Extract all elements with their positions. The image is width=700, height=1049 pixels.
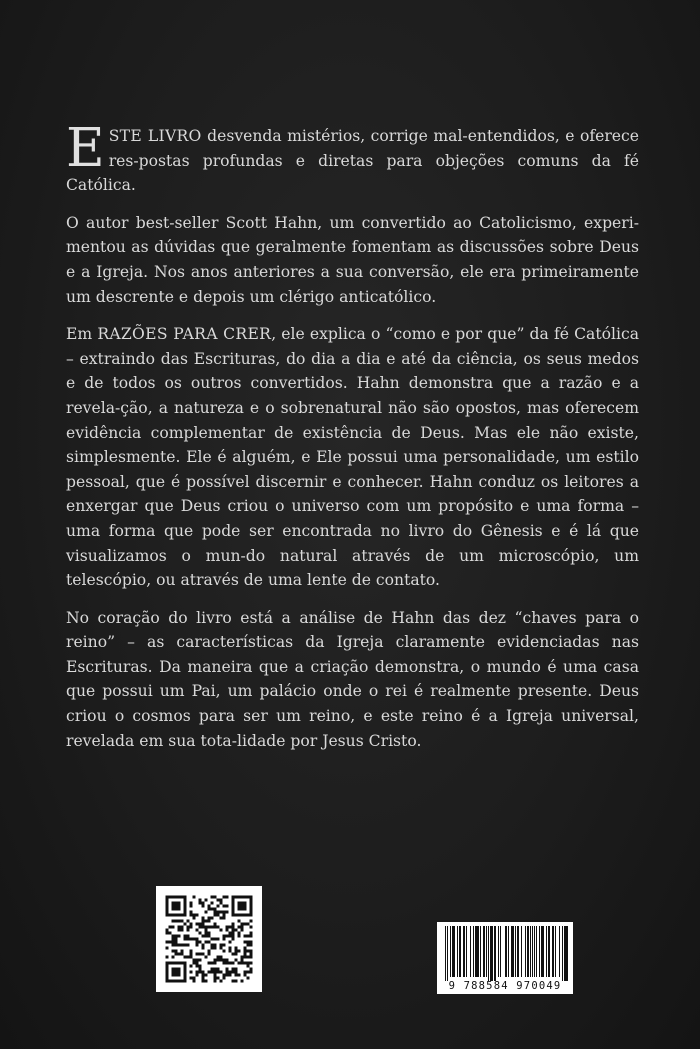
paragraph-3-lead: Em (66, 325, 98, 344)
paragraph-1-text: desvenda mistérios, corrige mal-entendidos, e oferece res-postas profundas e diretas para objeções comuns da fé Católica. (66, 127, 639, 195)
qr-code (156, 886, 262, 992)
paragraph-2: O autor best-seller Scott Hahn, um convertido ao Catolicismo, experi-mentou as dúvidas que geralmente fomentam as discussões sobre Deus e a Igreja. Nos anos anteriores a sua conversão, ele era primeiramente um descrente e depois um clérigo anticatólico. (66, 213, 639, 306)
isbn-barcode (437, 922, 573, 994)
book-title: RAZÕES PARA CRER (97, 325, 272, 344)
paragraph-4: No coração do livro está a análise de Hahn das dez “chaves para o reino” – as características da Igreja claramente evidenciadas nas Escrituras. Da maneira que a criação demonstra, o mundo é uma casa que possui um Pai, um palácio onde o rei é realmente presente. Deus criou o cosmos para ser um reino, e este reino é a Igreja universal, revelada em sua tota-lidade por Jesus Cristo. (66, 608, 639, 750)
opening-small-caps: STE LIVRO (108, 127, 202, 145)
paragraph-3 (66, 322, 639, 593)
paragraph-3-text: , ele explica o “como e por que” da fé Católica – extraindo das Escrituras, do dia a dia e até da ciência, os seus medos e de todos os outros convertidos. Hahn demonstra que a razão e a revela-ção, a natureza e o sobrenatural não são opostos, mas oferecem evidência complementar de existência de Deus. Mas ele não existe, simplesmente. Ele é alguém, e Ele possui uma personalidade, um estilo pessoal, que é possível discernir e conhecer. Hahn conduz os leitores a enxergar que Deus criou o universo com um propósito e uma forma – uma forma que pode ser encontrada no livro do Gênesis e é lá que visualizamos o mun-do natural através de um microscópio, um telescópio, ou através de uma lente de contato. (66, 325, 639, 590)
back-cover-text (66, 118, 639, 766)
isbn-number: 9 788584 970049 (448, 980, 562, 992)
drop-cap: E (66, 118, 105, 179)
paragraph-1 (66, 118, 639, 198)
